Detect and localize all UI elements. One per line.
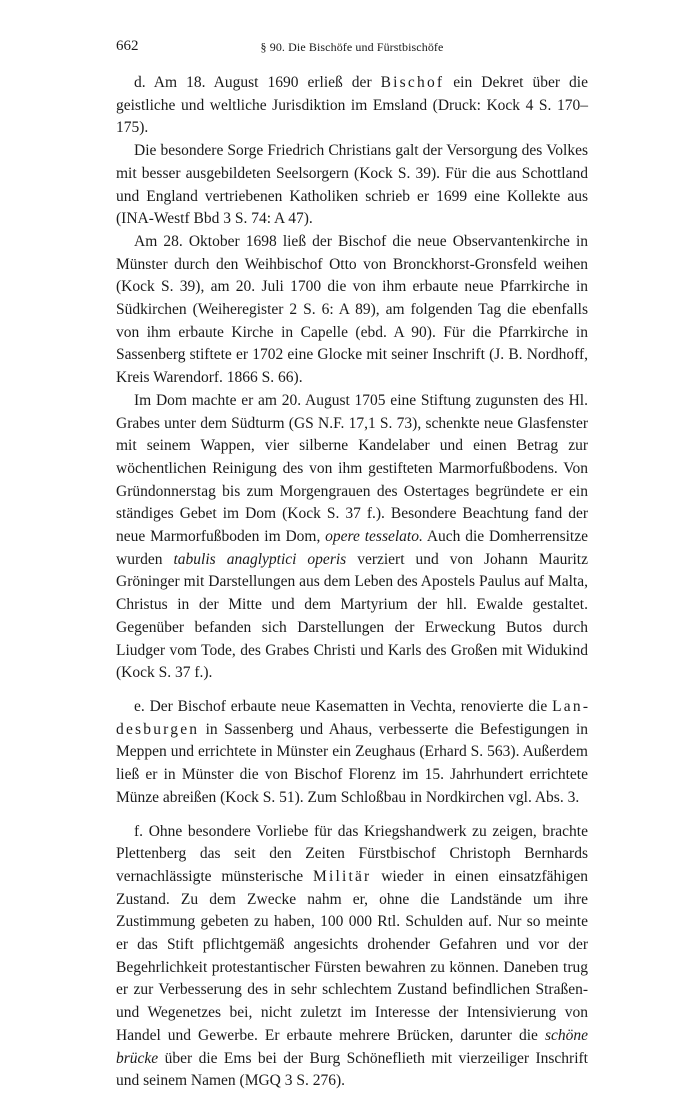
running-head: § 90. Die Bischöfe und Fürstbischöfe <box>260 40 444 54</box>
page-number: 662 <box>116 38 139 54</box>
text-run: f. Ohne besondere Vorliebe für das Kriegshandwerk zu zeigen, brachte Plettenberg das seit den Zeiten Fürstbischof Christoph Bernhards vernachlässigte münsterische <box>116 822 588 885</box>
latin-term: opere tesselato. <box>325 528 423 546</box>
spaced-term: Militär <box>312 867 372 885</box>
text-run: wieder in einen einsatzfähigen Zustand. Zu dem Zwecke nahm er, ohne die Landstände um ihre Zustimmung gebeten zu haben, 100 000 Rtl. Schulden auf. Nur so meinte er das Stift pflichtgemäß angesichts drohender Gefahren und vor der Begehrlichkeit protestantischer Fürsten bewahren zu können. Daneben trug er zur Verbesserung des in sehr schlechtem Zustand befindlichen Straßen- und Wegenetzes bei, nicht zuletzt im Interesse der Intensivierung von Handel und Gewerbe. Er erbaute mehrere Brücken, darunter die <box>116 867 588 1044</box>
body-text <box>116 72 588 1093</box>
text-run: d. Am 18. August 1690 erließ der <box>134 74 381 91</box>
paragraph-f <box>116 821 588 1093</box>
text-run: Auch die Domherrensitze wurden <box>116 528 588 568</box>
text-run: Im Dom machte er am 20. August 1705 eine Stiftung zugunsten des Hl. Grabes unter dem Südturm (GS N.F. 17,1 S. 73), schenkte neue Glasfenster mit seinem Wappen, vier silberne Kandelaber und einen Betrag zur wöchentlichen Reinigung des von ihm gestifteten Marmorfußbodens. Von Gründonnerstag bis zum Morgengrauen des Ostertages begründete er ein ständiges Gebet im Dom (Kock S. 37 f.). Besondere Beachtung fand der neue Marmorfußboden im Dom, <box>116 391 588 546</box>
text-run: e. Der Bischof erbaute neue Kasematten in Vechta, renovierte die <box>134 697 553 715</box>
text-run: ein Dekret über die geistliche und weltliche Jurisdiktion im Emsland (Druck: Kock 4 S. 170–175). <box>116 74 588 137</box>
quoted-term: schöne brücke <box>116 1026 588 1067</box>
text-run: Am 28. Oktober 1698 ließ der Bischof die neue Observantenkirche in Münster durch den Weihbischof Otto von Bronckhorst-Gronsfeld weihen (Kock S. 39), am 20. Juli 1700 die von ihm erbaute neue Pfarrkirche in Südkirchen (Weiheregister 2 S. 6: A 89), am folgenden Tag die ebenfalls von ihm erbaute Kirche in Capelle (ebd. A 90). Für die Pfarrkirche in Sassenberg stiftete er 1702 eine Glocke mit seiner Inschrift (J. B. Nordhoff, Kreis Warendorf. 1866 S. 66). <box>116 232 588 387</box>
text-run: über die Ems bei der Burg Schöneflieth mit vierzeiliger Inschrift und seinem Namen (MGQ 3 S. 276). <box>116 1049 588 1090</box>
spaced-term: Landesburgen <box>116 697 588 738</box>
text-run: verziert und von Johann Mauritz Gröninger mit Darstellungen aus dem Leben des Apostels Paulus auf Malta, Christus in der Mitte und dem Martyrium der hll. Ewalde gestaltet. Gegenüber befanden sich Darstellungen der Erweckung Butos durch Liudger vom Tode, des Grabes Christi und Karls des Großen mit Widukind (Kock S. 37 f.). <box>116 550 588 682</box>
paragraph-seelsorge <box>116 140 588 231</box>
page-header <box>116 38 588 58</box>
spaced-term: Bischof <box>380 74 445 91</box>
text-run: in Sassenberg und Ahaus, verbesserte die Befestigungen in Meppen und errichtete in Münster ein Zeughaus (Erhard S. 563). Außerdem ließ er in Münster die von Bischof Florenz im 15. Jahrhundert errichtete Münze abreißen (Kock S. 51). Zum Schloßbau in Nordkirchen vgl. Abs. 3. <box>116 720 588 806</box>
paragraph-d <box>116 72 588 140</box>
paragraph-kirchweihen <box>116 231 588 390</box>
latin-term: tabulis anaglyptici operis <box>173 550 347 568</box>
paragraph-e <box>116 696 588 810</box>
paragraph-dom <box>116 390 588 685</box>
text-run: Die besondere Sorge Friedrich Christians galt der Versorgung des Volkes mit besser ausgebildeten Seelsorgern (Kock S. 39). Für die aus Schottland und England vertriebenen Katholiken schrieb er 1699 eine Kollekte aus (INA-Westf Bbd 3 S. 74: A 47). <box>116 142 588 228</box>
